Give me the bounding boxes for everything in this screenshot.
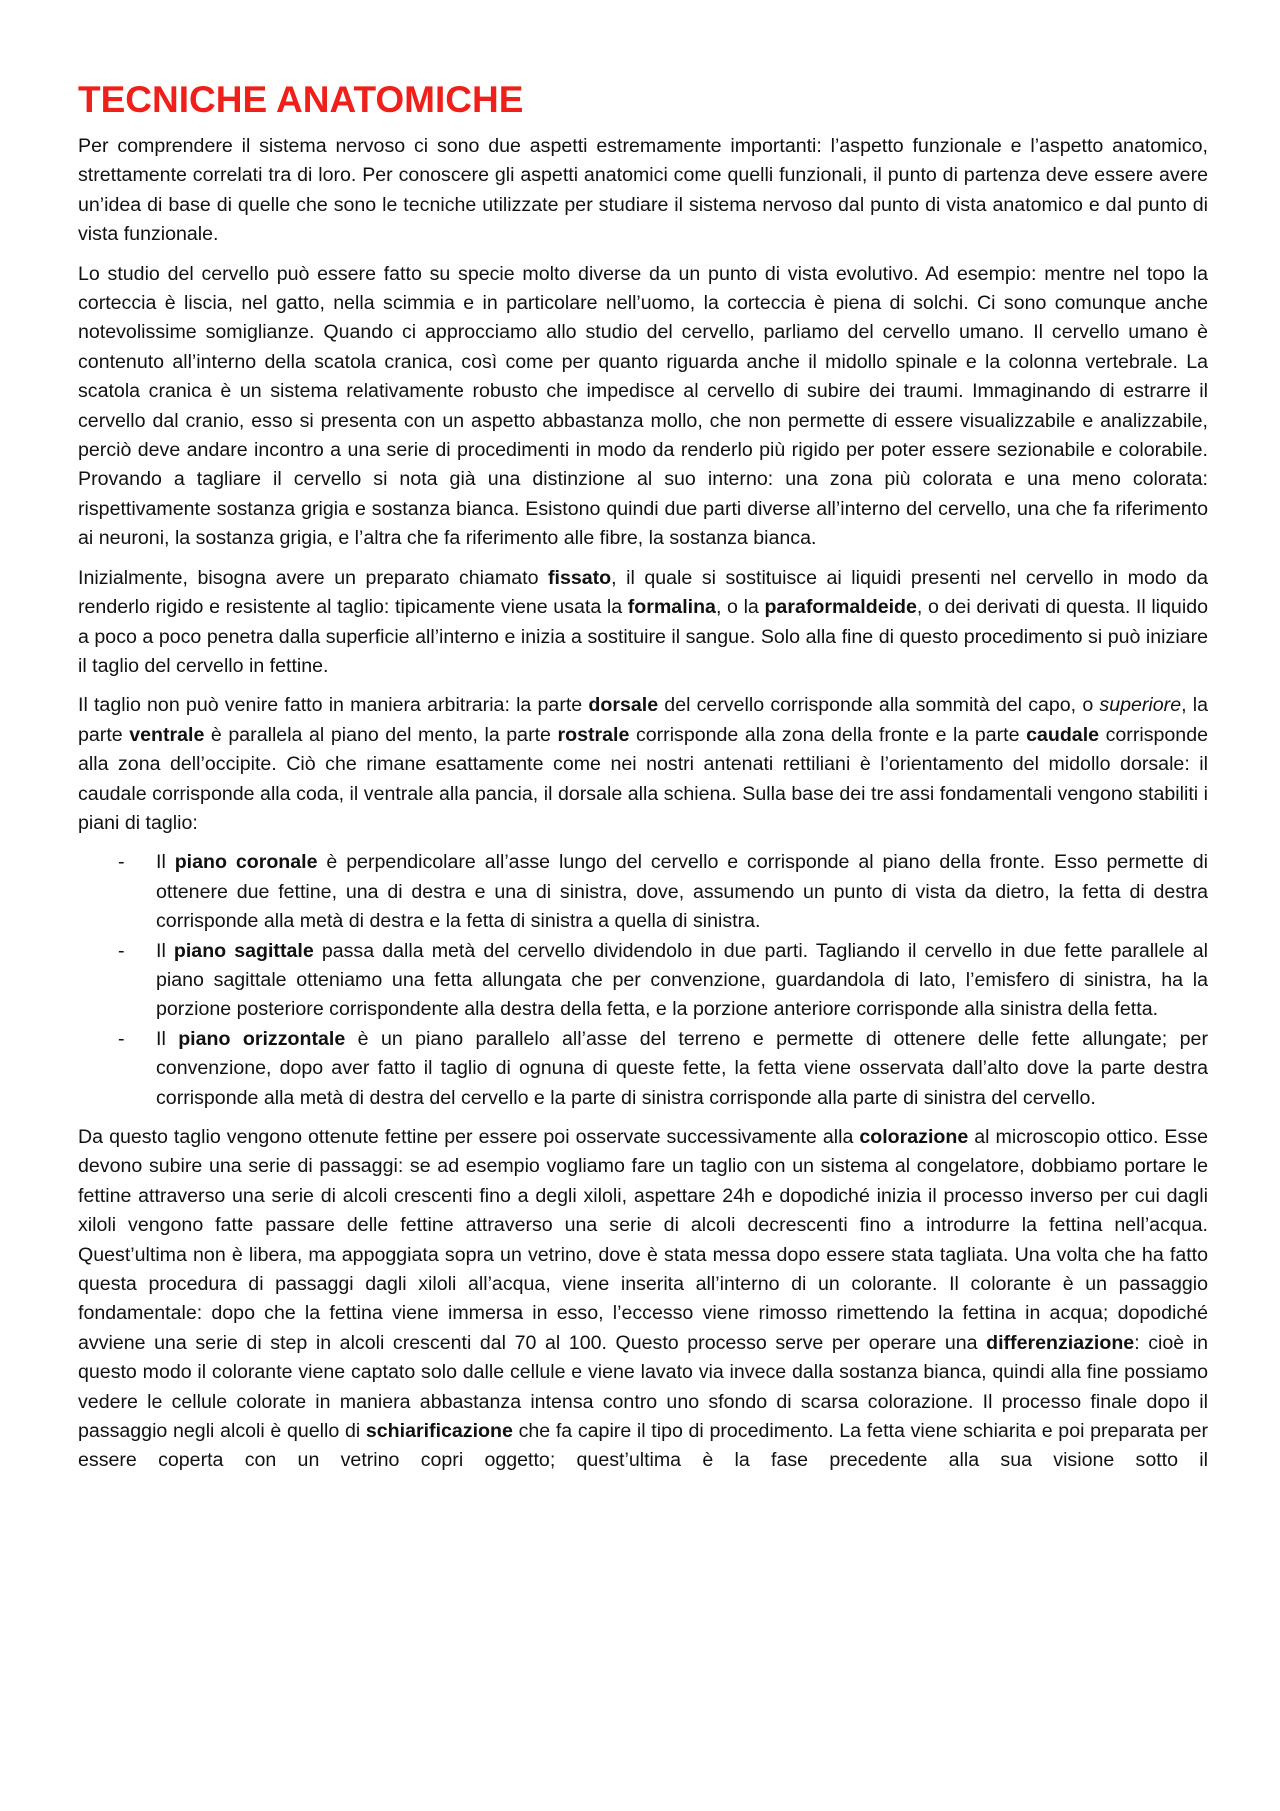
term-fissato: fissato bbox=[548, 566, 612, 589]
paragraph-intro: Per comprendere il sistema nervoso ci sono due aspetti estremamente importanti: l’aspetto funzionale e l’aspetto anatomico, strettamente correlati tra di loro. Per conoscere gli aspetti anatomici come quelli funzionali, il punto di partenza deve essere avere un’idea di base di quelle che sono le tecniche utilizzate per studiare il sistema nervoso dal punto di vista anatomico e dal punto di vista funzionale. bbox=[78, 135, 1208, 246]
term-dorsale: dorsale bbox=[588, 694, 659, 717]
term-schiarificazione: schiarificazione bbox=[365, 1420, 513, 1443]
page-title: TECNICHE ANATOMICHE bbox=[78, 79, 524, 120]
list-item-horizontal bbox=[78, 1025, 1208, 1113]
paragraph-brain-study: Lo studio del cervello può essere fatto su specie molto diverse da un punto di vista evolutivo. Ad esempio: mentre nel topo la corteccia è liscia, nel gatto, nella scimmia e in particolare nell’uomo, la corteccia è piena di solchi. Ci sono comunque anche notevolissime somiglianze. Quando ci approcciamo allo studio del cervello, parliamo del cervello umano. Il cervello umano è contenuto all’interno della scatola cranica, così come per quanto riguarda anche il midollo spinale e la colonna vertebrale. La scatola cranica è un sistema relativamente robusto che impedisce al cervello di subire dei traumi. Immaginando di estrarre il cervello dal cranio, esso si presenta con un aspetto abbastanza mollo, che non permette di essere visualizzabile e analizzabile, perciò deve andare incontro a una serie di procedimenti in modo da renderlo più rigido per poter essere sezionabile e colorabile. Provando a tagliare il cervello si nota già una distinzione al suo interno: una zona più colorata e una meno colorata: rispettivamente sostanza grigia e sostanza bianca. Esistono quindi due parti diverse all’interno del cervello, una che fa riferimento ai neuroni, la sostanza grigia, e l’altra che fa riferimento alle fibre, la sostanza bianca. bbox=[78, 262, 1208, 550]
term-rostrale: rostrale bbox=[557, 723, 630, 746]
text-run: è perpendicolare all’asse lungo del cervello e corrisponde al piano della fronte. Esso permette di ottenere due fettine, una di destra e una di sinistra, dove, assumendo un punto di vista da dietro, la fetta di destra corrisponde alla metà di destra e la fetta di sinistra a quella di sinistra. bbox=[156, 851, 1208, 933]
term-paraformaldeide: paraformaldeide bbox=[764, 596, 917, 619]
text-run: Il taglio non può venire fatto in maniera arbitraria: la parte bbox=[78, 694, 589, 717]
text-run: Il bbox=[156, 939, 174, 962]
text-run: al microscopio ottico. Esse devono subire una serie di passaggi: se ad esempio vogliamo fare un taglio con un sistema al congelatore, dobbiamo portare le fettine attraverso una serie di alcoli crescenti fino a degli xiloli, aspettare 24h e dopodiché inizia il processo inverso per cui dagli xiloli vengono fatte passare delle fettine attraverso una serie di alcoli decrescenti fino a introdurre la fettina nell’acqua. Quest’ultima non è libera, ma appoggiata sopra un vetrino, dove è stata messa dopo essere stata tagliata. Una volta che ha fatto questa procedura di passaggi dagli xiloli all’acqua, viene inserita all’interno di un colorante. Il colorante è un passaggio fondamentale: dopo che la fettina viene immersa in esso, l’eccesso viene rimosso rimettendo la fettina in acqua; dopodiché avviene una serie di step in alcoli crescenti dal 70 al 100. Questo processo serve per operare una bbox=[78, 1126, 1208, 1354]
text-run: , o la bbox=[715, 596, 765, 619]
text-run: passa dalla metà del cervello dividendolo in due parti. Tagliando il cervello in due fette parallele al piano sagittale otteniamo una fetta allungata che per convenzione, guardandola di lato, l’emisfero di sinistra, ha la porzione posteriore corrispondente alla destra della fetta, e la porzione anteriore corrisponde alla sinistra della fetta. bbox=[156, 939, 1208, 1021]
term-piano-orizzontale: piano orizzontale bbox=[178, 1027, 346, 1050]
term-ventrale: ventrale bbox=[129, 723, 205, 746]
list-bullet: - bbox=[118, 1027, 125, 1050]
list-bullet: - bbox=[118, 851, 125, 874]
term-formalina: formalina bbox=[627, 596, 716, 619]
paragraph-orientation bbox=[78, 691, 1208, 838]
text-run: Inizialmente, bisogna avere un preparato chiamato bbox=[78, 566, 548, 589]
term-superiore: superiore bbox=[1099, 694, 1182, 717]
text-run: è parallela al piano del mento, la parte bbox=[204, 723, 558, 746]
term-piano-coronale: piano coronale bbox=[174, 851, 318, 874]
cutting-planes-list bbox=[78, 848, 1208, 1113]
text-run: corrisponde alla zona della fronte e la parte bbox=[629, 723, 1027, 746]
text-run: del cervello corrisponde alla sommità del capo, o bbox=[658, 694, 1100, 717]
text-run: Il bbox=[156, 1027, 179, 1050]
list-bullet: - bbox=[118, 939, 125, 962]
term-caudale: caudale bbox=[1026, 723, 1100, 746]
text-run: , o dei derivati di questa. Il liquido a poco a poco penetra dalla superficie all’interno e inizia a sostituire il sangue. Solo alla fine di questo procedimento si può iniziare il taglio del cervello in fettine. bbox=[78, 596, 1208, 677]
text-run: che fa capire il tipo di procedimento. La fetta viene schiarita e poi preparata per essere coperta con un vetrino copri oggetto; quest’ultima è la fase precedente alla sua visione sotto il bbox=[78, 1420, 1208, 1472]
term-colorazione: colorazione bbox=[859, 1126, 969, 1148]
list-item-coronal bbox=[78, 848, 1208, 936]
text-run: Il bbox=[156, 851, 175, 874]
list-item-sagittal bbox=[78, 937, 1208, 1025]
term-piano-sagittale: piano sagittale bbox=[173, 939, 314, 962]
text-run: : cioè in questo modo il colorante viene captato solo dalle cellule e viene lavato via invece dalla sostanza bianca, quindi alla fine possiamo vedere le cellule colorate in maniera abbastanza intensa contro uno sfondo di scarsa colorazione. Il processo finale dopo il passaggio negli alcoli è quello di bbox=[78, 1331, 1208, 1443]
text-run: , il quale si sostituisce ai liquidi presenti nel cervello in modo da renderlo rigido e resistente al taglio: tipicamente viene usata la bbox=[78, 566, 1208, 619]
text-run: corrisponde alla zona dell’occipite. Ciò che rimane esattamente come nei nostri antenati rettiliani è l’orientamento del midollo dorsale: il caudale corrisponde alla coda, il ventrale alla pancia, il dorsale alla schiena. Sulla base dei tre assi fondamentali vengono stabiliti i piani di taglio: bbox=[78, 723, 1208, 834]
text-run: è un piano parallelo all’asse del terreno e permette di ottenere delle fette allungate; per convenzione, dopo aver fatto il taglio di ognuna di queste fette, la fetta viene osservata dall’alto dove la parte destra corrisponde alla metà di destra del cervello e la parte di sinistra corrisponde alla parte di sinistra del cervello. bbox=[156, 1027, 1208, 1109]
text-run: Da questo taglio vengono ottenute fettine per essere poi osservate successivamente alla bbox=[78, 1126, 860, 1148]
paragraph-staining bbox=[78, 1123, 1208, 1476]
text-run: , la parte bbox=[78, 694, 1209, 746]
document-page bbox=[78, 78, 1208, 1486]
paragraph-fixation bbox=[78, 564, 1208, 682]
term-differenziazione: differenziazione bbox=[986, 1331, 1135, 1354]
